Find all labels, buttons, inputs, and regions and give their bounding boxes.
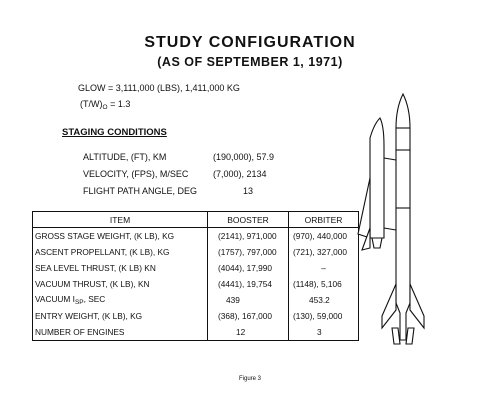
staging-value-velocity: (7,000), 2134 bbox=[213, 169, 267, 179]
cell-orbiter: 3 bbox=[289, 324, 359, 341]
figure-caption: Figure 3 bbox=[238, 376, 261, 382]
cell-orbiter: 453.2 bbox=[289, 292, 359, 308]
cell-orbiter: (1148), 5,106 bbox=[289, 276, 359, 292]
cell-orbiter: (721), 327,000 bbox=[289, 244, 359, 260]
table-row bbox=[33, 276, 359, 292]
staging-label-angle: FLIGHT PATH ANGLE, DEG bbox=[83, 186, 198, 196]
booster-nose bbox=[396, 94, 410, 150]
staging-value-altitude: (190,000), 57.9 bbox=[213, 152, 275, 162]
cell-booster: 12 bbox=[208, 324, 289, 341]
cell-item: VACUUM THRUST, (K LB), KN bbox=[33, 276, 208, 292]
page-subtitle: (AS OF SEPTEMBER 1, 1971) bbox=[157, 55, 343, 69]
page-title: STUDY CONFIGURATION bbox=[144, 34, 356, 51]
cell-item: NUMBER OF ENGINES bbox=[33, 324, 208, 341]
cell-item: GROSS STAGE WEIGHT, (K LB), KG bbox=[33, 228, 208, 245]
configuration-table bbox=[32, 211, 359, 341]
glow-line: GLOW = 3,111,000 (LBS), 1,411,000 KG bbox=[78, 83, 240, 93]
staging-heading: STAGING CONDITIONS bbox=[62, 127, 167, 138]
tw-prefix: (T/W) bbox=[80, 99, 103, 109]
table-row bbox=[33, 244, 359, 260]
header-booster: BOOSTER bbox=[208, 212, 289, 228]
cell-booster: (4044), 17,990 bbox=[208, 260, 289, 276]
header-orbiter: ORBITER bbox=[289, 212, 359, 228]
cell-booster: (4441), 19,754 bbox=[208, 276, 289, 292]
isp-suffix: , SEC bbox=[83, 294, 106, 304]
orbiter-body bbox=[370, 118, 384, 238]
table-row bbox=[33, 308, 359, 324]
shuttle-booster-drawing bbox=[348, 88, 458, 363]
cell-booster: (368), 167,000 bbox=[208, 308, 289, 324]
cell-orbiter: (130), 59,000 bbox=[289, 308, 359, 324]
cell-item: ENTRY WEIGHT, (K LB), KG bbox=[33, 308, 208, 324]
booster-body bbox=[396, 150, 410, 340]
thrust-to-weight-line bbox=[80, 99, 130, 111]
table-header-row bbox=[33, 212, 359, 228]
cell-item: SEA LEVEL THRUST, (K LB) KN bbox=[33, 260, 208, 276]
table-row bbox=[33, 228, 359, 245]
cell-orbiter: (970), 440,000 bbox=[289, 228, 359, 245]
staging-value-angle: 13 bbox=[243, 186, 254, 196]
isp-subscript: SP bbox=[74, 299, 84, 306]
cell-orbiter: – bbox=[289, 260, 359, 276]
header-item: ITEM bbox=[33, 212, 208, 228]
orbiter-wing bbox=[358, 178, 370, 238]
staging-label-velocity: VELOCITY, (FPS), M/SEC bbox=[83, 169, 189, 179]
cell-booster: (2141), 971,000 bbox=[208, 228, 289, 245]
tw-suffix: = 1.3 bbox=[107, 99, 131, 109]
cell-booster: (1757), 797,000 bbox=[208, 244, 289, 260]
table-row bbox=[33, 324, 359, 341]
booster-fin-right bbox=[410, 284, 424, 328]
table-row bbox=[33, 292, 359, 308]
tw-subscript: O bbox=[102, 104, 108, 111]
cell-booster: 439 bbox=[208, 292, 289, 308]
cell-item-isp bbox=[33, 292, 208, 308]
cell-item: ASCENT PROPELLANT, (K LB), KG bbox=[33, 244, 208, 260]
table-row bbox=[33, 260, 359, 276]
staging-label-altitude: ALTITUDE, (FT), KM bbox=[83, 152, 167, 162]
isp-label: VACUUM I bbox=[35, 294, 75, 304]
booster-fin-left bbox=[382, 284, 396, 328]
